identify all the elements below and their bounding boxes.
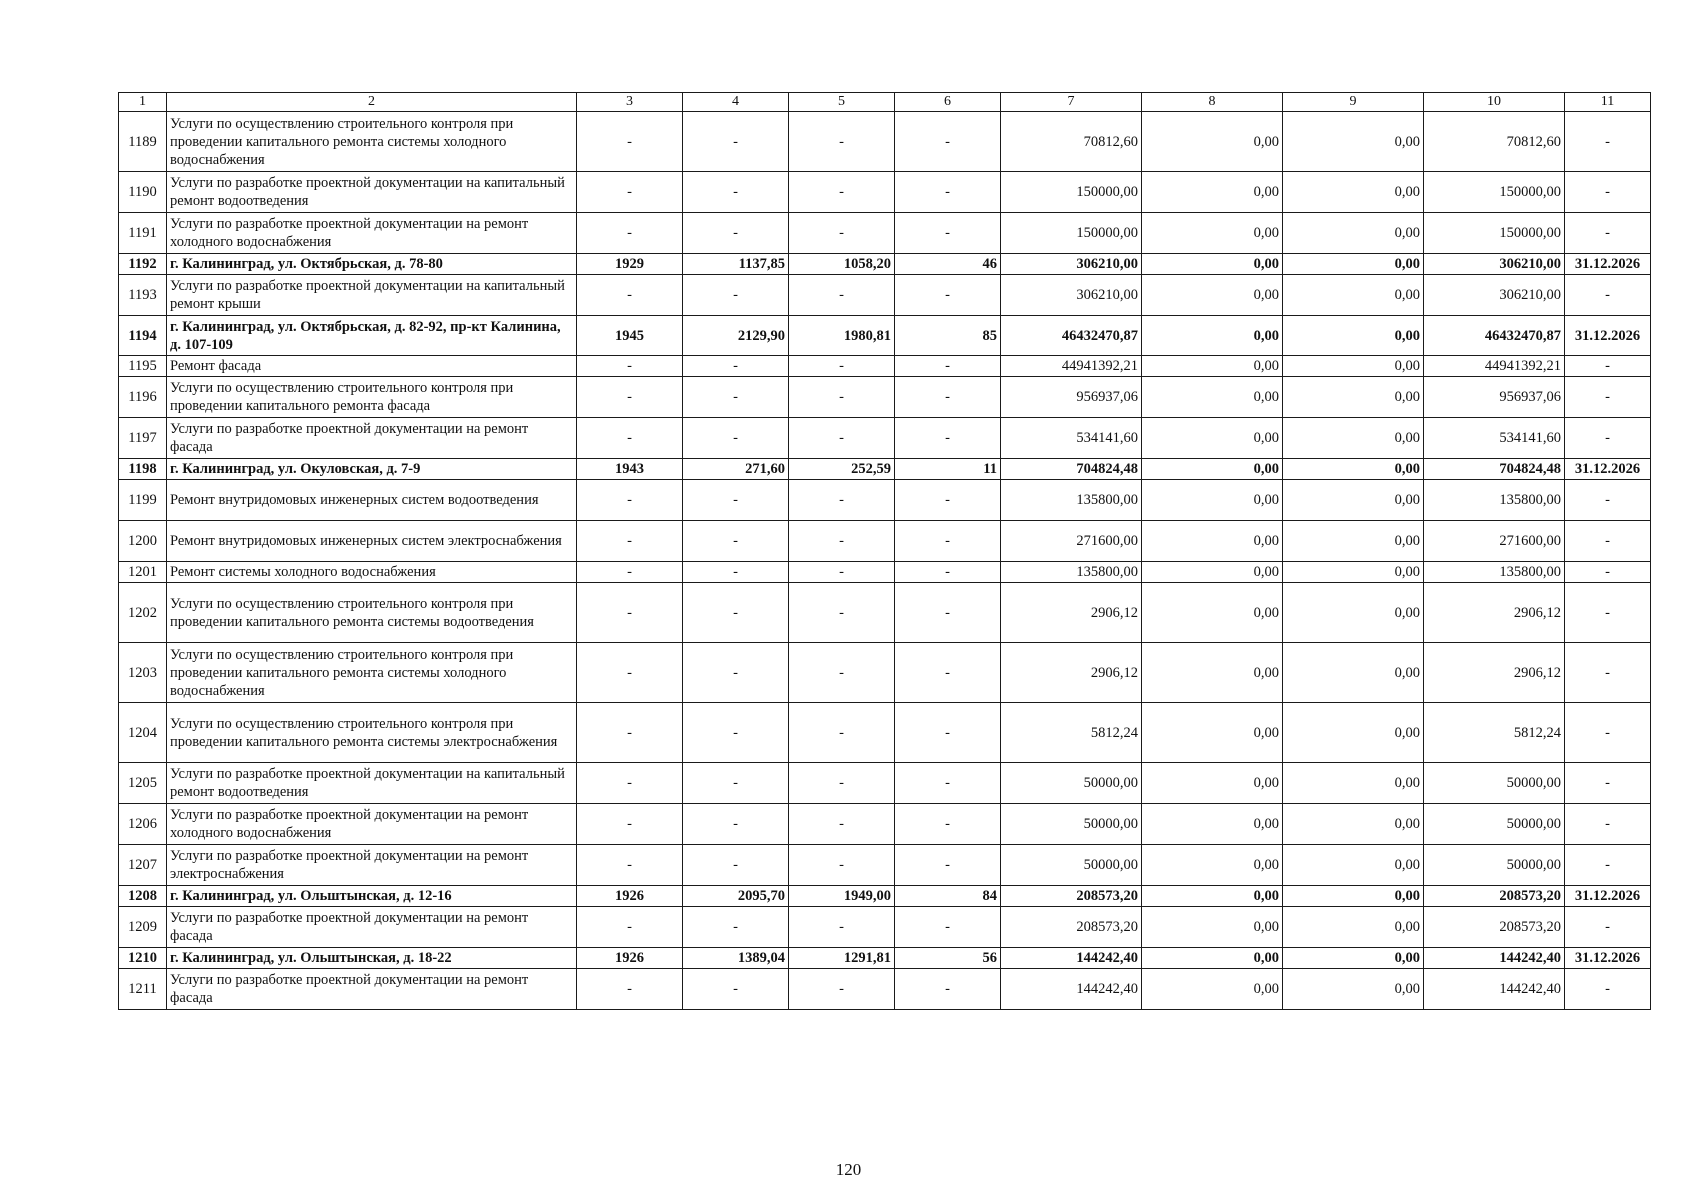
cell-col-11: - (1565, 907, 1651, 948)
cell-col-10: 2906,12 (1424, 583, 1565, 643)
cell-col-11: - (1565, 845, 1651, 886)
column-number-10: 10 (1424, 93, 1565, 112)
cell-col-6: - (895, 377, 1001, 418)
cell-col-3: - (577, 356, 683, 377)
cell-col-3: 1926 (577, 886, 683, 907)
cell-col-4: 1389,04 (683, 948, 789, 969)
cell-col-6: - (895, 112, 1001, 172)
cell-col-9: 0,00 (1283, 763, 1424, 804)
cell-col-6: - (895, 804, 1001, 845)
cell-col-11: - (1565, 804, 1651, 845)
cell-col-9: 0,00 (1283, 172, 1424, 213)
cell-col-9: 0,00 (1283, 254, 1424, 275)
cell-col-4: - (683, 845, 789, 886)
table-row (119, 254, 1651, 275)
cell-col-3: - (577, 112, 683, 172)
cell-col-9: 0,00 (1283, 213, 1424, 254)
cell-col-8: 0,00 (1142, 845, 1283, 886)
cell-col-11: 31.12.2026 (1565, 316, 1651, 356)
cell-col-6: - (895, 583, 1001, 643)
cell-col-11: 31.12.2026 (1565, 948, 1651, 969)
column-number-1: 1 (119, 93, 167, 112)
row-number: 1205 (119, 763, 167, 804)
cell-col-3: - (577, 480, 683, 521)
row-name: Ремонт фасада (167, 356, 577, 377)
cell-col-4: - (683, 377, 789, 418)
row-name: г. Калининград, ул. Октябрьская, д. 78-80 (167, 254, 577, 275)
row-number: 1210 (119, 948, 167, 969)
row-number: 1192 (119, 254, 167, 275)
cell-col-5: - (789, 112, 895, 172)
cell-col-11: - (1565, 643, 1651, 703)
row-name: г. Калининград, ул. Ольштынская, д. 12-16 (167, 886, 577, 907)
cell-col-3: - (577, 907, 683, 948)
cell-col-6: - (895, 907, 1001, 948)
cell-col-3: - (577, 275, 683, 316)
row-number: 1197 (119, 418, 167, 459)
cell-col-6: - (895, 480, 1001, 521)
cell-col-9: 0,00 (1283, 480, 1424, 521)
cell-col-3: 1943 (577, 459, 683, 480)
cell-col-8: 0,00 (1142, 763, 1283, 804)
cell-col-4: - (683, 804, 789, 845)
cell-col-11: - (1565, 521, 1651, 562)
row-name: Ремонт внутридомовых инженерных систем электроснабжения (167, 521, 577, 562)
column-number-9: 9 (1283, 93, 1424, 112)
row-name: Ремонт внутридомовых инженерных систем водоотведения (167, 480, 577, 521)
cell-col-6: - (895, 643, 1001, 703)
row-name: Услуги по разработке проектной документации на ремонт фасада (167, 418, 577, 459)
cell-col-7: 50000,00 (1001, 763, 1142, 804)
cell-col-6: - (895, 275, 1001, 316)
table-row (119, 969, 1651, 1010)
column-number-4: 4 (683, 93, 789, 112)
cell-col-6: 85 (895, 316, 1001, 356)
column-number-11: 11 (1565, 93, 1651, 112)
cell-col-6: - (895, 172, 1001, 213)
cell-col-8: 0,00 (1142, 316, 1283, 356)
cell-col-8: 0,00 (1142, 459, 1283, 480)
cell-col-4: - (683, 521, 789, 562)
row-name: Услуги по разработке проектной документации на капитальный ремонт водоотведения (167, 763, 577, 804)
cell-col-8: 0,00 (1142, 521, 1283, 562)
cell-col-8: 0,00 (1142, 643, 1283, 703)
cell-col-9: 0,00 (1283, 583, 1424, 643)
table-row (119, 480, 1651, 521)
cell-col-10: 150000,00 (1424, 172, 1565, 213)
cell-col-10: 144242,40 (1424, 948, 1565, 969)
table-row (119, 356, 1651, 377)
cell-col-7: 70812,60 (1001, 112, 1142, 172)
cell-col-11: - (1565, 275, 1651, 316)
cell-col-6: 84 (895, 886, 1001, 907)
row-name: Услуги по разработке проектной документации на ремонт электроснабжения (167, 845, 577, 886)
cell-col-5: - (789, 907, 895, 948)
row-number: 1190 (119, 172, 167, 213)
table-row (119, 112, 1651, 172)
cell-col-5: - (789, 763, 895, 804)
cell-col-10: 306210,00 (1424, 254, 1565, 275)
row-number: 1201 (119, 562, 167, 583)
cell-col-10: 46432470,87 (1424, 316, 1565, 356)
cell-col-6: - (895, 418, 1001, 459)
cell-col-8: 0,00 (1142, 112, 1283, 172)
cell-col-9: 0,00 (1283, 703, 1424, 763)
cell-col-10: 208573,20 (1424, 886, 1565, 907)
cell-col-8: 0,00 (1142, 172, 1283, 213)
cell-col-5: - (789, 804, 895, 845)
cell-col-6: - (895, 356, 1001, 377)
cell-col-5: - (789, 213, 895, 254)
column-number-3: 3 (577, 93, 683, 112)
cell-col-10: 70812,60 (1424, 112, 1565, 172)
cell-col-11: - (1565, 213, 1651, 254)
cell-col-5: - (789, 172, 895, 213)
cell-col-4: - (683, 480, 789, 521)
column-number-8: 8 (1142, 93, 1283, 112)
cell-col-3: - (577, 583, 683, 643)
cell-col-4: - (683, 562, 789, 583)
row-name: Услуги по разработке проектной документации на капитальный ремонт водоотведения (167, 172, 577, 213)
table-row (119, 459, 1651, 480)
cell-col-4: 1137,85 (683, 254, 789, 275)
cell-col-3: - (577, 172, 683, 213)
row-number: 1208 (119, 886, 167, 907)
cell-col-10: 956937,06 (1424, 377, 1565, 418)
cell-col-8: 0,00 (1142, 703, 1283, 763)
cell-col-10: 306210,00 (1424, 275, 1565, 316)
cell-col-9: 0,00 (1283, 845, 1424, 886)
cell-col-3: - (577, 804, 683, 845)
cell-col-4: - (683, 418, 789, 459)
cell-col-8: 0,00 (1142, 583, 1283, 643)
cell-col-8: 0,00 (1142, 418, 1283, 459)
cell-col-9: 0,00 (1283, 804, 1424, 845)
table-row (119, 804, 1651, 845)
column-number-7: 7 (1001, 93, 1142, 112)
cell-col-5: 1949,00 (789, 886, 895, 907)
cell-col-10: 50000,00 (1424, 845, 1565, 886)
cell-col-11: - (1565, 583, 1651, 643)
cell-col-9: 0,00 (1283, 948, 1424, 969)
cell-col-6: - (895, 969, 1001, 1010)
cell-col-5: 1058,20 (789, 254, 895, 275)
row-name: Услуги по разработке проектной документации на ремонт фасада (167, 969, 577, 1010)
row-name: Услуги по разработке проектной документации на ремонт холодного водоснабжения (167, 213, 577, 254)
cell-col-10: 50000,00 (1424, 804, 1565, 845)
cell-col-8: 0,00 (1142, 948, 1283, 969)
cell-col-8: 0,00 (1142, 480, 1283, 521)
row-number: 1211 (119, 969, 167, 1010)
cell-col-10: 704824,48 (1424, 459, 1565, 480)
cell-col-7: 208573,20 (1001, 907, 1142, 948)
cell-col-4: - (683, 583, 789, 643)
table-row (119, 845, 1651, 886)
table-row (119, 521, 1651, 562)
cell-col-7: 208573,20 (1001, 886, 1142, 907)
cell-col-6: 46 (895, 254, 1001, 275)
cell-col-5: - (789, 377, 895, 418)
cell-col-7: 50000,00 (1001, 804, 1142, 845)
row-name: Услуги по разработке проектной документации на ремонт фасада (167, 907, 577, 948)
row-number: 1202 (119, 583, 167, 643)
row-name: Услуги по осуществлению строительного контроля при проведении капитального ремонта системы холодного водоснабжения (167, 643, 577, 703)
cell-col-8: 0,00 (1142, 886, 1283, 907)
cell-col-8: 0,00 (1142, 356, 1283, 377)
cell-col-6: - (895, 562, 1001, 583)
table-row (119, 763, 1651, 804)
cell-col-9: 0,00 (1283, 562, 1424, 583)
cell-col-10: 50000,00 (1424, 763, 1565, 804)
row-name: Ремонт системы холодного водоснабжения (167, 562, 577, 583)
cell-col-3: - (577, 521, 683, 562)
cell-col-4: - (683, 969, 789, 1010)
cell-col-10: 150000,00 (1424, 213, 1565, 254)
cell-col-5: - (789, 583, 895, 643)
row-number: 1191 (119, 213, 167, 254)
cell-col-4: - (683, 172, 789, 213)
table-row (119, 418, 1651, 459)
table-row (119, 948, 1651, 969)
cell-col-8: 0,00 (1142, 377, 1283, 418)
cell-col-8: 0,00 (1142, 254, 1283, 275)
cell-col-9: 0,00 (1283, 521, 1424, 562)
cell-col-3: 1945 (577, 316, 683, 356)
cell-col-5: 1291,81 (789, 948, 895, 969)
cell-col-10: 5812,24 (1424, 703, 1565, 763)
cell-col-4: - (683, 703, 789, 763)
cell-col-10: 44941392,21 (1424, 356, 1565, 377)
row-number: 1207 (119, 845, 167, 886)
cell-col-4: - (683, 763, 789, 804)
cell-col-9: 0,00 (1283, 356, 1424, 377)
cell-col-8: 0,00 (1142, 804, 1283, 845)
cell-col-4: - (683, 356, 789, 377)
cell-col-8: 0,00 (1142, 562, 1283, 583)
cell-col-3: - (577, 643, 683, 703)
row-number: 1194 (119, 316, 167, 356)
row-name: г. Калининград, ул. Ольштынская, д. 18-22 (167, 948, 577, 969)
cell-col-7: 534141,60 (1001, 418, 1142, 459)
row-number: 1196 (119, 377, 167, 418)
cell-col-7: 306210,00 (1001, 275, 1142, 316)
cell-col-11: 31.12.2026 (1565, 254, 1651, 275)
cell-col-6: 56 (895, 948, 1001, 969)
capital-repair-table (118, 92, 1651, 1010)
cell-col-5: - (789, 275, 895, 316)
cell-col-7: 44941392,21 (1001, 356, 1142, 377)
table-row (119, 562, 1651, 583)
cell-col-11: - (1565, 969, 1651, 1010)
cell-col-7: 135800,00 (1001, 562, 1142, 583)
cell-col-7: 2906,12 (1001, 583, 1142, 643)
cell-col-10: 135800,00 (1424, 562, 1565, 583)
cell-col-6: - (895, 213, 1001, 254)
cell-col-4: 2129,90 (683, 316, 789, 356)
cell-col-11: - (1565, 480, 1651, 521)
cell-col-4: 2095,70 (683, 886, 789, 907)
table-row (119, 316, 1651, 356)
table-row (119, 907, 1651, 948)
row-number: 1199 (119, 480, 167, 521)
cell-col-4: - (683, 643, 789, 703)
cell-col-11: - (1565, 172, 1651, 213)
cell-col-5: - (789, 418, 895, 459)
cell-col-5: - (789, 969, 895, 1010)
cell-col-9: 0,00 (1283, 275, 1424, 316)
cell-col-4: - (683, 213, 789, 254)
cell-col-5: - (789, 562, 895, 583)
cell-col-10: 2906,12 (1424, 643, 1565, 703)
column-number-6: 6 (895, 93, 1001, 112)
cell-col-6: - (895, 845, 1001, 886)
cell-col-10: 271600,00 (1424, 521, 1565, 562)
cell-col-7: 2906,12 (1001, 643, 1142, 703)
row-name: Услуги по разработке проектной документации на ремонт холодного водоснабжения (167, 804, 577, 845)
row-number: 1200 (119, 521, 167, 562)
cell-col-11: - (1565, 356, 1651, 377)
cell-col-3: 1926 (577, 948, 683, 969)
cell-col-11: - (1565, 112, 1651, 172)
cell-col-3: - (577, 703, 683, 763)
cell-col-10: 208573,20 (1424, 907, 1565, 948)
cell-col-9: 0,00 (1283, 969, 1424, 1010)
cell-col-5: 1980,81 (789, 316, 895, 356)
row-number: 1189 (119, 112, 167, 172)
cell-col-9: 0,00 (1283, 459, 1424, 480)
row-number: 1206 (119, 804, 167, 845)
cell-col-7: 46432470,87 (1001, 316, 1142, 356)
row-number: 1203 (119, 643, 167, 703)
cell-col-3: - (577, 763, 683, 804)
cell-col-9: 0,00 (1283, 112, 1424, 172)
cell-col-5: - (789, 703, 895, 763)
column-number-2: 2 (167, 93, 577, 112)
cell-col-7: 135800,00 (1001, 480, 1142, 521)
cell-col-11: - (1565, 377, 1651, 418)
table-row (119, 703, 1651, 763)
row-number: 1195 (119, 356, 167, 377)
column-number-header-row (119, 93, 1651, 112)
cell-col-6: - (895, 521, 1001, 562)
row-name: г. Калининград, ул. Октябрьская, д. 82-92, пр-кт Калинина, д. 107-109 (167, 316, 577, 356)
cell-col-7: 144242,40 (1001, 948, 1142, 969)
cell-col-3: - (577, 969, 683, 1010)
cell-col-7: 956937,06 (1001, 377, 1142, 418)
table-row (119, 583, 1651, 643)
cell-col-4: - (683, 275, 789, 316)
table-row (119, 275, 1651, 316)
cell-col-7: 150000,00 (1001, 213, 1142, 254)
cell-col-10: 144242,40 (1424, 969, 1565, 1010)
cell-col-8: 0,00 (1142, 275, 1283, 316)
row-number: 1204 (119, 703, 167, 763)
cell-col-11: - (1565, 562, 1651, 583)
cell-col-5: - (789, 845, 895, 886)
row-name: Услуги по осуществлению строительного контроля при проведении капитального ремонта системы холодного водоснабжения (167, 112, 577, 172)
cell-col-11: - (1565, 418, 1651, 459)
row-name: Услуги по осуществлению строительного контроля при проведении капитального ремонта системы водоотведения (167, 583, 577, 643)
cell-col-7: 144242,40 (1001, 969, 1142, 1010)
cell-col-4: - (683, 907, 789, 948)
cell-col-6: 11 (895, 459, 1001, 480)
table-row (119, 213, 1651, 254)
cell-col-11: 31.12.2026 (1565, 886, 1651, 907)
cell-col-3: - (577, 418, 683, 459)
row-number: 1209 (119, 907, 167, 948)
cell-col-5: - (789, 643, 895, 703)
cell-col-11: - (1565, 703, 1651, 763)
table-row (119, 886, 1651, 907)
row-name: г. Калининград, ул. Окуловская, д. 7-9 (167, 459, 577, 480)
cell-col-4: 271,60 (683, 459, 789, 480)
cell-col-7: 704824,48 (1001, 459, 1142, 480)
cell-col-5: - (789, 356, 895, 377)
cell-col-8: 0,00 (1142, 969, 1283, 1010)
cell-col-6: - (895, 703, 1001, 763)
row-name: Услуги по осуществлению строительного контроля при проведении капитального ремонта фасада (167, 377, 577, 418)
cell-col-9: 0,00 (1283, 316, 1424, 356)
row-number: 1193 (119, 275, 167, 316)
cell-col-9: 0,00 (1283, 377, 1424, 418)
cell-col-11: 31.12.2026 (1565, 459, 1651, 480)
cell-col-7: 306210,00 (1001, 254, 1142, 275)
cell-col-9: 0,00 (1283, 907, 1424, 948)
row-name: Услуги по разработке проектной документации на капитальный ремонт крыши (167, 275, 577, 316)
cell-col-9: 0,00 (1283, 643, 1424, 703)
cell-col-9: 0,00 (1283, 418, 1424, 459)
cell-col-5: - (789, 480, 895, 521)
table-row (119, 377, 1651, 418)
cell-col-10: 534141,60 (1424, 418, 1565, 459)
cell-col-8: 0,00 (1142, 907, 1283, 948)
cell-col-9: 0,00 (1283, 886, 1424, 907)
cell-col-3: - (577, 377, 683, 418)
cell-col-5: 252,59 (789, 459, 895, 480)
table-row (119, 172, 1651, 213)
cell-col-11: - (1565, 763, 1651, 804)
column-number-5: 5 (789, 93, 895, 112)
page-number: 120 (835, 1160, 862, 1179)
cell-col-3: 1929 (577, 254, 683, 275)
cell-col-3: - (577, 562, 683, 583)
cell-col-7: 50000,00 (1001, 845, 1142, 886)
cell-col-7: 5812,24 (1001, 703, 1142, 763)
cell-col-3: - (577, 845, 683, 886)
cell-col-7: 271600,00 (1001, 521, 1142, 562)
row-name: Услуги по осуществлению строительного контроля при проведении капитального ремонта системы электроснабжения (167, 703, 577, 763)
cell-col-5: - (789, 521, 895, 562)
table-row (119, 643, 1651, 703)
cell-col-3: - (577, 213, 683, 254)
row-number: 1198 (119, 459, 167, 480)
cell-col-4: - (683, 112, 789, 172)
cell-col-7: 150000,00 (1001, 172, 1142, 213)
cell-col-10: 135800,00 (1424, 480, 1565, 521)
cell-col-6: - (895, 763, 1001, 804)
cell-col-8: 0,00 (1142, 213, 1283, 254)
